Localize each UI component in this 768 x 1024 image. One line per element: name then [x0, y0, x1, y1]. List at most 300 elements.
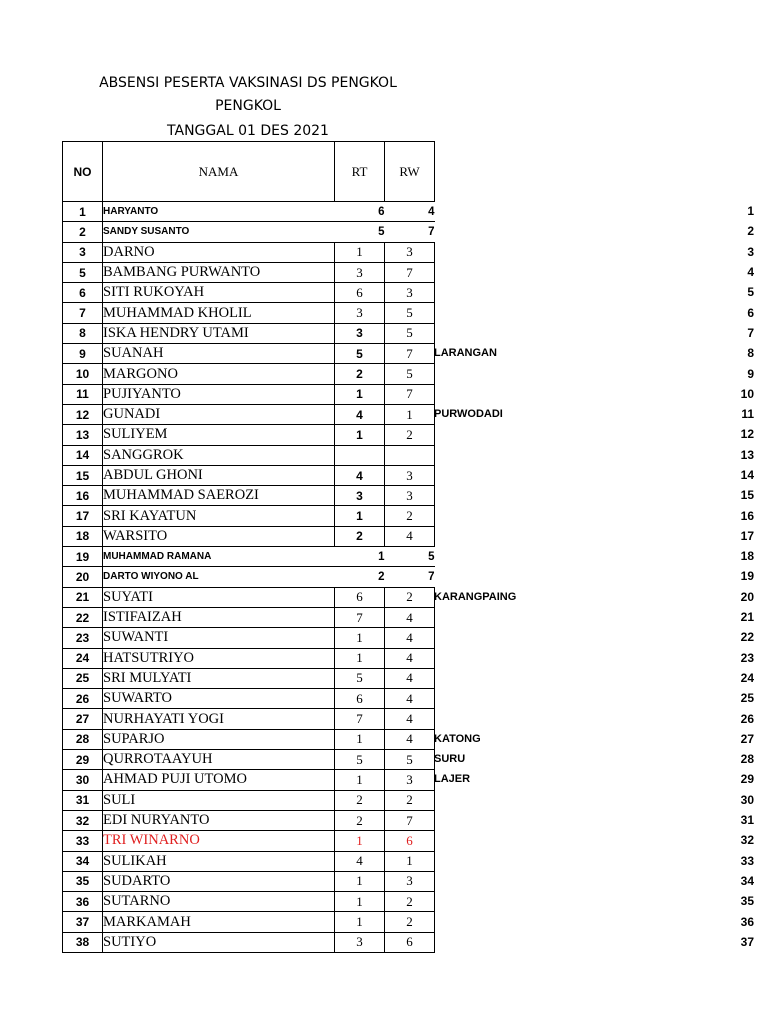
village-row: [434, 871, 754, 891]
cell-desa[interactable]: [434, 627, 544, 647]
cell-rw[interactable]: 2: [385, 790, 435, 810]
cell-desa[interactable]: [434, 262, 544, 282]
cell-rw[interactable]: 4: [385, 607, 435, 627]
table-row: [63, 851, 435, 871]
cell-nama[interactable]: MUHAMMAD KHOLIL: [103, 303, 335, 323]
cell-no[interactable]: 16: [63, 486, 103, 506]
cell-no[interactable]: 22: [63, 607, 103, 627]
cell-desa[interactable]: [434, 465, 544, 485]
cell-index[interactable]: 36: [740, 914, 754, 929]
cell-rt[interactable]: 5: [335, 344, 385, 364]
cell-desa[interactable]: PURWODADI: [434, 408, 503, 421]
cell-no[interactable]: 32: [63, 810, 103, 830]
cell-rt[interactable]: 3: [335, 303, 385, 323]
cell-no[interactable]: 36: [63, 892, 103, 912]
cell-index[interactable]: 3: [747, 244, 754, 259]
table-row: [63, 425, 435, 445]
village-row: [434, 302, 754, 322]
cell-rt[interactable]: 3: [335, 262, 385, 282]
cell-rw[interactable]: 5: [385, 323, 435, 343]
cell-no[interactable]: 21: [63, 587, 103, 607]
cell-no[interactable]: 18: [63, 526, 103, 546]
cell-index[interactable]: 17: [740, 528, 754, 543]
village-row: [434, 363, 754, 383]
cell-nama[interactable]: HARYANTO: [103, 202, 335, 222]
cell-rw[interactable]: 2: [385, 912, 435, 932]
cell-nama[interactable]: PUJIYANTO: [103, 384, 335, 404]
cell-rt[interactable]: 5: [335, 222, 385, 242]
cell-no[interactable]: 31: [63, 790, 103, 810]
table-row: [63, 404, 435, 424]
header-rw[interactable]: RW: [385, 142, 435, 202]
cell-nama[interactable]: EDI NURYANTO: [103, 810, 335, 830]
cell-index[interactable]: 30: [740, 792, 754, 807]
cell-rw[interactable]: 1: [385, 851, 435, 871]
cell-no[interactable]: 38: [63, 932, 103, 952]
village-row: [434, 201, 754, 221]
village-row: [434, 627, 754, 647]
village-row: [434, 851, 754, 871]
cell-desa[interactable]: [434, 363, 544, 383]
table-row: [63, 810, 435, 830]
village-row: [434, 587, 754, 607]
table-row: [63, 486, 435, 506]
cell-desa[interactable]: [434, 242, 544, 262]
cell-index[interactable]: 24: [740, 670, 754, 685]
table-row: [63, 770, 435, 790]
table-row: [63, 384, 435, 404]
cell-index[interactable]: 10: [740, 386, 754, 401]
table-row: [63, 932, 435, 952]
village-row: [434, 424, 754, 444]
cell-desa[interactable]: [434, 668, 544, 688]
cell-rw[interactable]: 2: [385, 587, 435, 607]
village-row: [434, 648, 754, 668]
table-row: [63, 202, 435, 222]
cell-rt[interactable]: [335, 445, 385, 465]
cell-index[interactable]: 33: [740, 853, 754, 868]
header-rt[interactable]: RT: [335, 142, 385, 202]
cell-rw[interactable]: 5: [385, 364, 435, 384]
village-row: [434, 607, 754, 627]
cell-rw[interactable]: 4: [385, 628, 435, 648]
cell-nama[interactable]: BAMBANG PURWANTO: [103, 262, 335, 282]
cell-index[interactable]: 29: [740, 772, 754, 787]
cell-rt[interactable]: 3: [335, 486, 385, 506]
cell-desa[interactable]: [434, 221, 544, 241]
table-row: [63, 283, 435, 303]
table-row: [63, 729, 435, 749]
sheet-title: ABSENSI PESERTA VAKSINASI DS PENGKOL: [99, 75, 397, 91]
village-row: [434, 445, 754, 465]
cell-nama[interactable]: ISTIFAIZAH: [103, 607, 335, 627]
cell-rw[interactable]: 4: [385, 202, 435, 222]
village-row: [434, 891, 754, 911]
village-row: [434, 485, 754, 505]
cell-desa[interactable]: LARANGAN: [434, 347, 497, 360]
village-row: [434, 323, 754, 343]
cell-desa[interactable]: [434, 911, 544, 931]
table-row: [63, 344, 435, 364]
cell-rt[interactable]: 3: [335, 323, 385, 343]
table-row: [63, 871, 435, 891]
cell-nama[interactable]: QURROTAAYUH: [103, 750, 335, 770]
cell-desa[interactable]: [434, 891, 544, 911]
village-index-column: [434, 201, 754, 952]
header-no[interactable]: NO: [63, 142, 103, 202]
cell-desa[interactable]: [434, 546, 544, 566]
table-row: [63, 323, 435, 343]
village-row: [434, 790, 754, 810]
cell-no[interactable]: 12: [63, 404, 103, 424]
cell-nama[interactable]: SUPARJO: [103, 729, 335, 749]
cell-rw[interactable]: 7: [385, 384, 435, 404]
cell-rt[interactable]: 6: [335, 283, 385, 303]
cell-no[interactable]: 24: [63, 648, 103, 668]
cell-rw[interactable]: 7: [385, 567, 435, 587]
cell-rw[interactable]: 4: [385, 648, 435, 668]
cell-rt[interactable]: 4: [335, 404, 385, 424]
cell-no[interactable]: 25: [63, 668, 103, 688]
cell-rw[interactable]: 6: [385, 932, 435, 952]
cell-desa[interactable]: [434, 871, 544, 891]
cell-no[interactable]: 30: [63, 770, 103, 790]
cell-no[interactable]: 9: [63, 344, 103, 364]
table-row: [63, 242, 435, 262]
cell-index[interactable]: 14: [740, 468, 754, 482]
cell-desa[interactable]: [434, 445, 544, 465]
cell-rt[interactable]: 1: [335, 729, 385, 749]
table-row: [63, 506, 435, 526]
cell-desa[interactable]: [434, 790, 544, 810]
village-row: [434, 830, 754, 850]
cell-rt[interactable]: 1: [335, 384, 385, 404]
cell-rw[interactable]: [385, 445, 435, 465]
cell-index[interactable]: 28: [740, 752, 754, 767]
cell-index[interactable]: 34: [740, 873, 754, 888]
table-row: [63, 790, 435, 810]
cell-index[interactable]: 16: [740, 508, 754, 523]
cell-desa[interactable]: [434, 201, 544, 221]
cell-index[interactable]: 35: [740, 894, 754, 909]
cell-index[interactable]: 26: [740, 711, 754, 726]
cell-nama[interactable]: SUTARNO: [103, 892, 335, 912]
cell-rw[interactable]: 3: [385, 486, 435, 506]
cell-rt[interactable]: 1: [335, 648, 385, 668]
cell-no[interactable]: 13: [63, 425, 103, 445]
cell-desa[interactable]: [434, 526, 544, 546]
cell-index[interactable]: 4: [747, 265, 754, 280]
cell-index[interactable]: 22: [740, 630, 754, 645]
table-row: [63, 709, 435, 729]
cell-desa[interactable]: [434, 323, 544, 343]
cell-rw[interactable]: 6: [385, 831, 435, 851]
cell-nama[interactable]: SANGGROK: [103, 445, 335, 465]
cell-nama[interactable]: SITI RUKOYAH: [103, 283, 335, 303]
cell-rt[interactable]: 2: [335, 567, 385, 587]
cell-desa[interactable]: [434, 485, 544, 505]
cell-rt[interactable]: 5: [335, 668, 385, 688]
cell-no[interactable]: 27: [63, 709, 103, 729]
cell-rw[interactable]: 3: [385, 871, 435, 891]
cell-rt[interactable]: 1: [335, 425, 385, 445]
cell-rw[interactable]: 2: [385, 506, 435, 526]
cell-no[interactable]: 3: [63, 242, 103, 262]
village-row: [434, 465, 754, 485]
cell-no[interactable]: 33: [63, 831, 103, 851]
cell-no[interactable]: 11: [63, 384, 103, 404]
cell-rt[interactable]: 7: [335, 607, 385, 627]
cell-no[interactable]: 2: [63, 222, 103, 242]
table-row: [63, 628, 435, 648]
cell-rw[interactable]: 2: [385, 425, 435, 445]
cell-nama[interactable]: HATSUTRIYO: [103, 648, 335, 668]
village-row: [434, 262, 754, 282]
table-row: [63, 465, 435, 485]
cell-nama[interactable]: GUNADI: [103, 404, 335, 424]
cell-nama[interactable]: SUANAH: [103, 344, 335, 364]
cell-index[interactable]: 18: [740, 549, 754, 564]
cell-rt[interactable]: 2: [335, 526, 385, 546]
cell-no[interactable]: 19: [63, 547, 103, 567]
cell-rt[interactable]: 1: [335, 831, 385, 851]
table-row: [63, 222, 435, 242]
cell-desa[interactable]: [434, 648, 544, 668]
table-row: [63, 912, 435, 932]
cell-no[interactable]: 35: [63, 871, 103, 891]
cell-desa[interactable]: [434, 830, 544, 850]
cell-index[interactable]: 1: [747, 204, 754, 219]
cell-no[interactable]: 6: [63, 283, 103, 303]
cell-nama[interactable]: MUHAMMAD RAMANA: [103, 547, 335, 567]
cell-desa[interactable]: SURU: [434, 753, 466, 766]
cell-nama[interactable]: NURHAYATI YOGI: [103, 709, 335, 729]
cell-nama[interactable]: DARNO: [103, 242, 335, 262]
cell-index[interactable]: 32: [740, 833, 754, 848]
cell-no[interactable]: 26: [63, 689, 103, 709]
cell-index[interactable]: 7: [747, 325, 754, 340]
village-row: [434, 546, 754, 566]
cell-rt[interactable]: 6: [335, 202, 385, 222]
table-row: [63, 364, 435, 384]
cell-rt[interactable]: 1: [335, 892, 385, 912]
cell-nama[interactable]: SRI MULYATI: [103, 668, 335, 688]
village-row: [434, 668, 754, 688]
cell-rw[interactable]: 7: [385, 262, 435, 282]
cell-index[interactable]: 13: [740, 447, 754, 462]
cell-no[interactable]: 23: [63, 628, 103, 648]
cell-rt[interactable]: 4: [335, 851, 385, 871]
cell-desa[interactable]: KATONG: [434, 732, 481, 745]
cell-rt[interactable]: 3: [335, 932, 385, 952]
cell-nama[interactable]: SULIKAH: [103, 851, 335, 871]
cell-index[interactable]: 27: [740, 731, 754, 746]
cell-rw[interactable]: 2: [385, 892, 435, 912]
cell-index[interactable]: 23: [740, 650, 754, 665]
cell-desa[interactable]: [434, 810, 544, 830]
cell-rw[interactable]: 5: [385, 547, 435, 567]
cell-index[interactable]: 21: [740, 610, 754, 625]
cell-rw[interactable]: 3: [385, 770, 435, 790]
cell-nama[interactable]: SUWARTO: [103, 689, 335, 709]
table-row: [63, 303, 435, 323]
cell-desa[interactable]: [434, 607, 544, 627]
cell-desa[interactable]: [434, 932, 544, 952]
cell-nama[interactable]: SULI: [103, 790, 335, 810]
cell-rt[interactable]: 5: [335, 750, 385, 770]
village-row: [434, 505, 754, 525]
cell-desa[interactable]: [434, 302, 544, 322]
cell-rw[interactable]: 7: [385, 344, 435, 364]
cell-desa[interactable]: [434, 384, 544, 404]
cell-index[interactable]: 25: [740, 691, 754, 706]
cell-index[interactable]: 9: [747, 366, 754, 381]
cell-rw[interactable]: 7: [385, 810, 435, 830]
cell-desa[interactable]: [434, 282, 544, 302]
cell-nama[interactable]: SUTIYO: [103, 932, 335, 952]
cell-rw[interactable]: 1: [385, 404, 435, 424]
table-header-row: [63, 142, 435, 202]
cell-rt[interactable]: 1: [335, 547, 385, 567]
cell-rw[interactable]: 4: [385, 729, 435, 749]
cell-desa[interactable]: [434, 505, 544, 525]
cell-rw[interactable]: 7: [385, 222, 435, 242]
cell-rt[interactable]: 1: [335, 912, 385, 932]
village-row: [434, 282, 754, 302]
cell-index[interactable]: 31: [740, 813, 754, 828]
cell-rt[interactable]: 2: [335, 790, 385, 810]
cell-rw[interactable]: 5: [385, 750, 435, 770]
cell-nama[interactable]: SUYATI: [103, 587, 335, 607]
cell-rt[interactable]: 1: [335, 770, 385, 790]
table-row: [63, 831, 435, 851]
cell-rw[interactable]: 4: [385, 526, 435, 546]
cell-rt[interactable]: 6: [335, 689, 385, 709]
table-row: [63, 668, 435, 688]
table-row: [63, 526, 435, 546]
cell-index[interactable]: 15: [740, 488, 754, 503]
cell-rt[interactable]: 4: [335, 465, 385, 485]
cell-nama[interactable]: MUHAMMAD SAEROZI: [103, 486, 335, 506]
cell-no[interactable]: 17: [63, 506, 103, 526]
cell-nama[interactable]: ISKA HENDRY UTAMI: [103, 323, 335, 343]
cell-nama[interactable]: WARSITO: [103, 526, 335, 546]
village-row: [434, 242, 754, 262]
cell-no[interactable]: 14: [63, 445, 103, 465]
cell-index[interactable]: 12: [740, 427, 754, 442]
village-row: [434, 221, 754, 241]
cell-desa[interactable]: [434, 688, 544, 708]
cell-no[interactable]: 34: [63, 851, 103, 871]
cell-desa[interactable]: [434, 708, 544, 728]
cell-rw[interactable]: 4: [385, 668, 435, 688]
cell-desa[interactable]: [434, 424, 544, 444]
cell-rt[interactable]: 1: [335, 242, 385, 262]
cell-no[interactable]: 29: [63, 750, 103, 770]
cell-index[interactable]: 6: [747, 305, 754, 320]
village-row: [434, 343, 754, 363]
table-row: [63, 750, 435, 770]
cell-desa[interactable]: [434, 566, 544, 586]
cell-rt[interactable]: 1: [335, 628, 385, 648]
cell-index[interactable]: 11: [741, 407, 754, 422]
cell-no[interactable]: 1: [63, 202, 103, 222]
cell-rw[interactable]: 4: [385, 709, 435, 729]
cell-rt[interactable]: 1: [335, 506, 385, 526]
cell-desa[interactable]: LAJER: [434, 773, 471, 786]
cell-index[interactable]: 20: [740, 589, 754, 604]
table-row: [63, 262, 435, 282]
cell-index[interactable]: 2: [747, 224, 754, 239]
cell-rt[interactable]: 1: [335, 871, 385, 891]
village-row: [434, 749, 754, 769]
table-row: [63, 587, 435, 607]
cell-rw[interactable]: 5: [385, 303, 435, 323]
village-row: [434, 526, 754, 546]
cell-rt[interactable]: 2: [335, 364, 385, 384]
cell-rt[interactable]: 7: [335, 709, 385, 729]
village-rows: [434, 201, 754, 952]
cell-no[interactable]: 37: [63, 912, 103, 932]
cell-rw[interactable]: 4: [385, 689, 435, 709]
table-row: [63, 445, 435, 465]
cell-nama[interactable]: SULIYEM: [103, 425, 335, 445]
cell-nama[interactable]: SUDARTO: [103, 871, 335, 891]
cell-rt[interactable]: 2: [335, 810, 385, 830]
sheet-subtitle: PENGKOL: [215, 98, 281, 114]
cell-no[interactable]: 15: [63, 465, 103, 485]
cell-rw[interactable]: 3: [385, 283, 435, 303]
cell-rw[interactable]: 3: [385, 242, 435, 262]
cell-no[interactable]: 7: [63, 303, 103, 323]
cell-nama[interactable]: TRI WINARNO: [103, 831, 335, 851]
cell-index[interactable]: 37: [740, 934, 754, 949]
cell-nama[interactable]: DARTO WIYONO AL: [103, 567, 335, 587]
cell-nama[interactable]: MARGONO: [103, 364, 335, 384]
cell-rw[interactable]: 3: [385, 465, 435, 485]
sheet-date: TANGGAL 01 DES 2021: [167, 123, 329, 139]
cell-nama[interactable]: SANDY SUSANTO: [103, 222, 335, 242]
cell-desa[interactable]: KARANGPAING: [434, 590, 517, 603]
cell-nama[interactable]: SRI KAYATUN: [103, 506, 335, 526]
cell-rt[interactable]: 6: [335, 587, 385, 607]
cell-nama[interactable]: MARKAMAH: [103, 912, 335, 932]
cell-no[interactable]: 20: [63, 567, 103, 587]
cell-index[interactable]: 19: [740, 569, 754, 584]
cell-index[interactable]: 8: [747, 346, 754, 361]
cell-desa[interactable]: [434, 851, 544, 871]
village-row: [434, 404, 754, 424]
cell-nama[interactable]: SUWANTI: [103, 628, 335, 648]
table-row: [63, 547, 435, 567]
village-row: [434, 688, 754, 708]
header-nama[interactable]: NAMA: [103, 142, 335, 202]
cell-nama[interactable]: ABDUL GHONI: [103, 465, 335, 485]
village-row: [434, 708, 754, 728]
cell-no[interactable]: 5: [63, 262, 103, 282]
cell-index[interactable]: 5: [747, 285, 754, 300]
village-row: [434, 932, 754, 952]
village-row: [434, 384, 754, 404]
attendance-table: [62, 141, 435, 953]
cell-nama[interactable]: AHMAD PUJI UTOMO: [103, 770, 335, 790]
table-row: [63, 567, 435, 587]
cell-no[interactable]: 8: [63, 323, 103, 343]
table-row: [63, 607, 435, 627]
cell-no[interactable]: 10: [63, 364, 103, 384]
village-row: [434, 566, 754, 586]
cell-no[interactable]: 28: [63, 729, 103, 749]
